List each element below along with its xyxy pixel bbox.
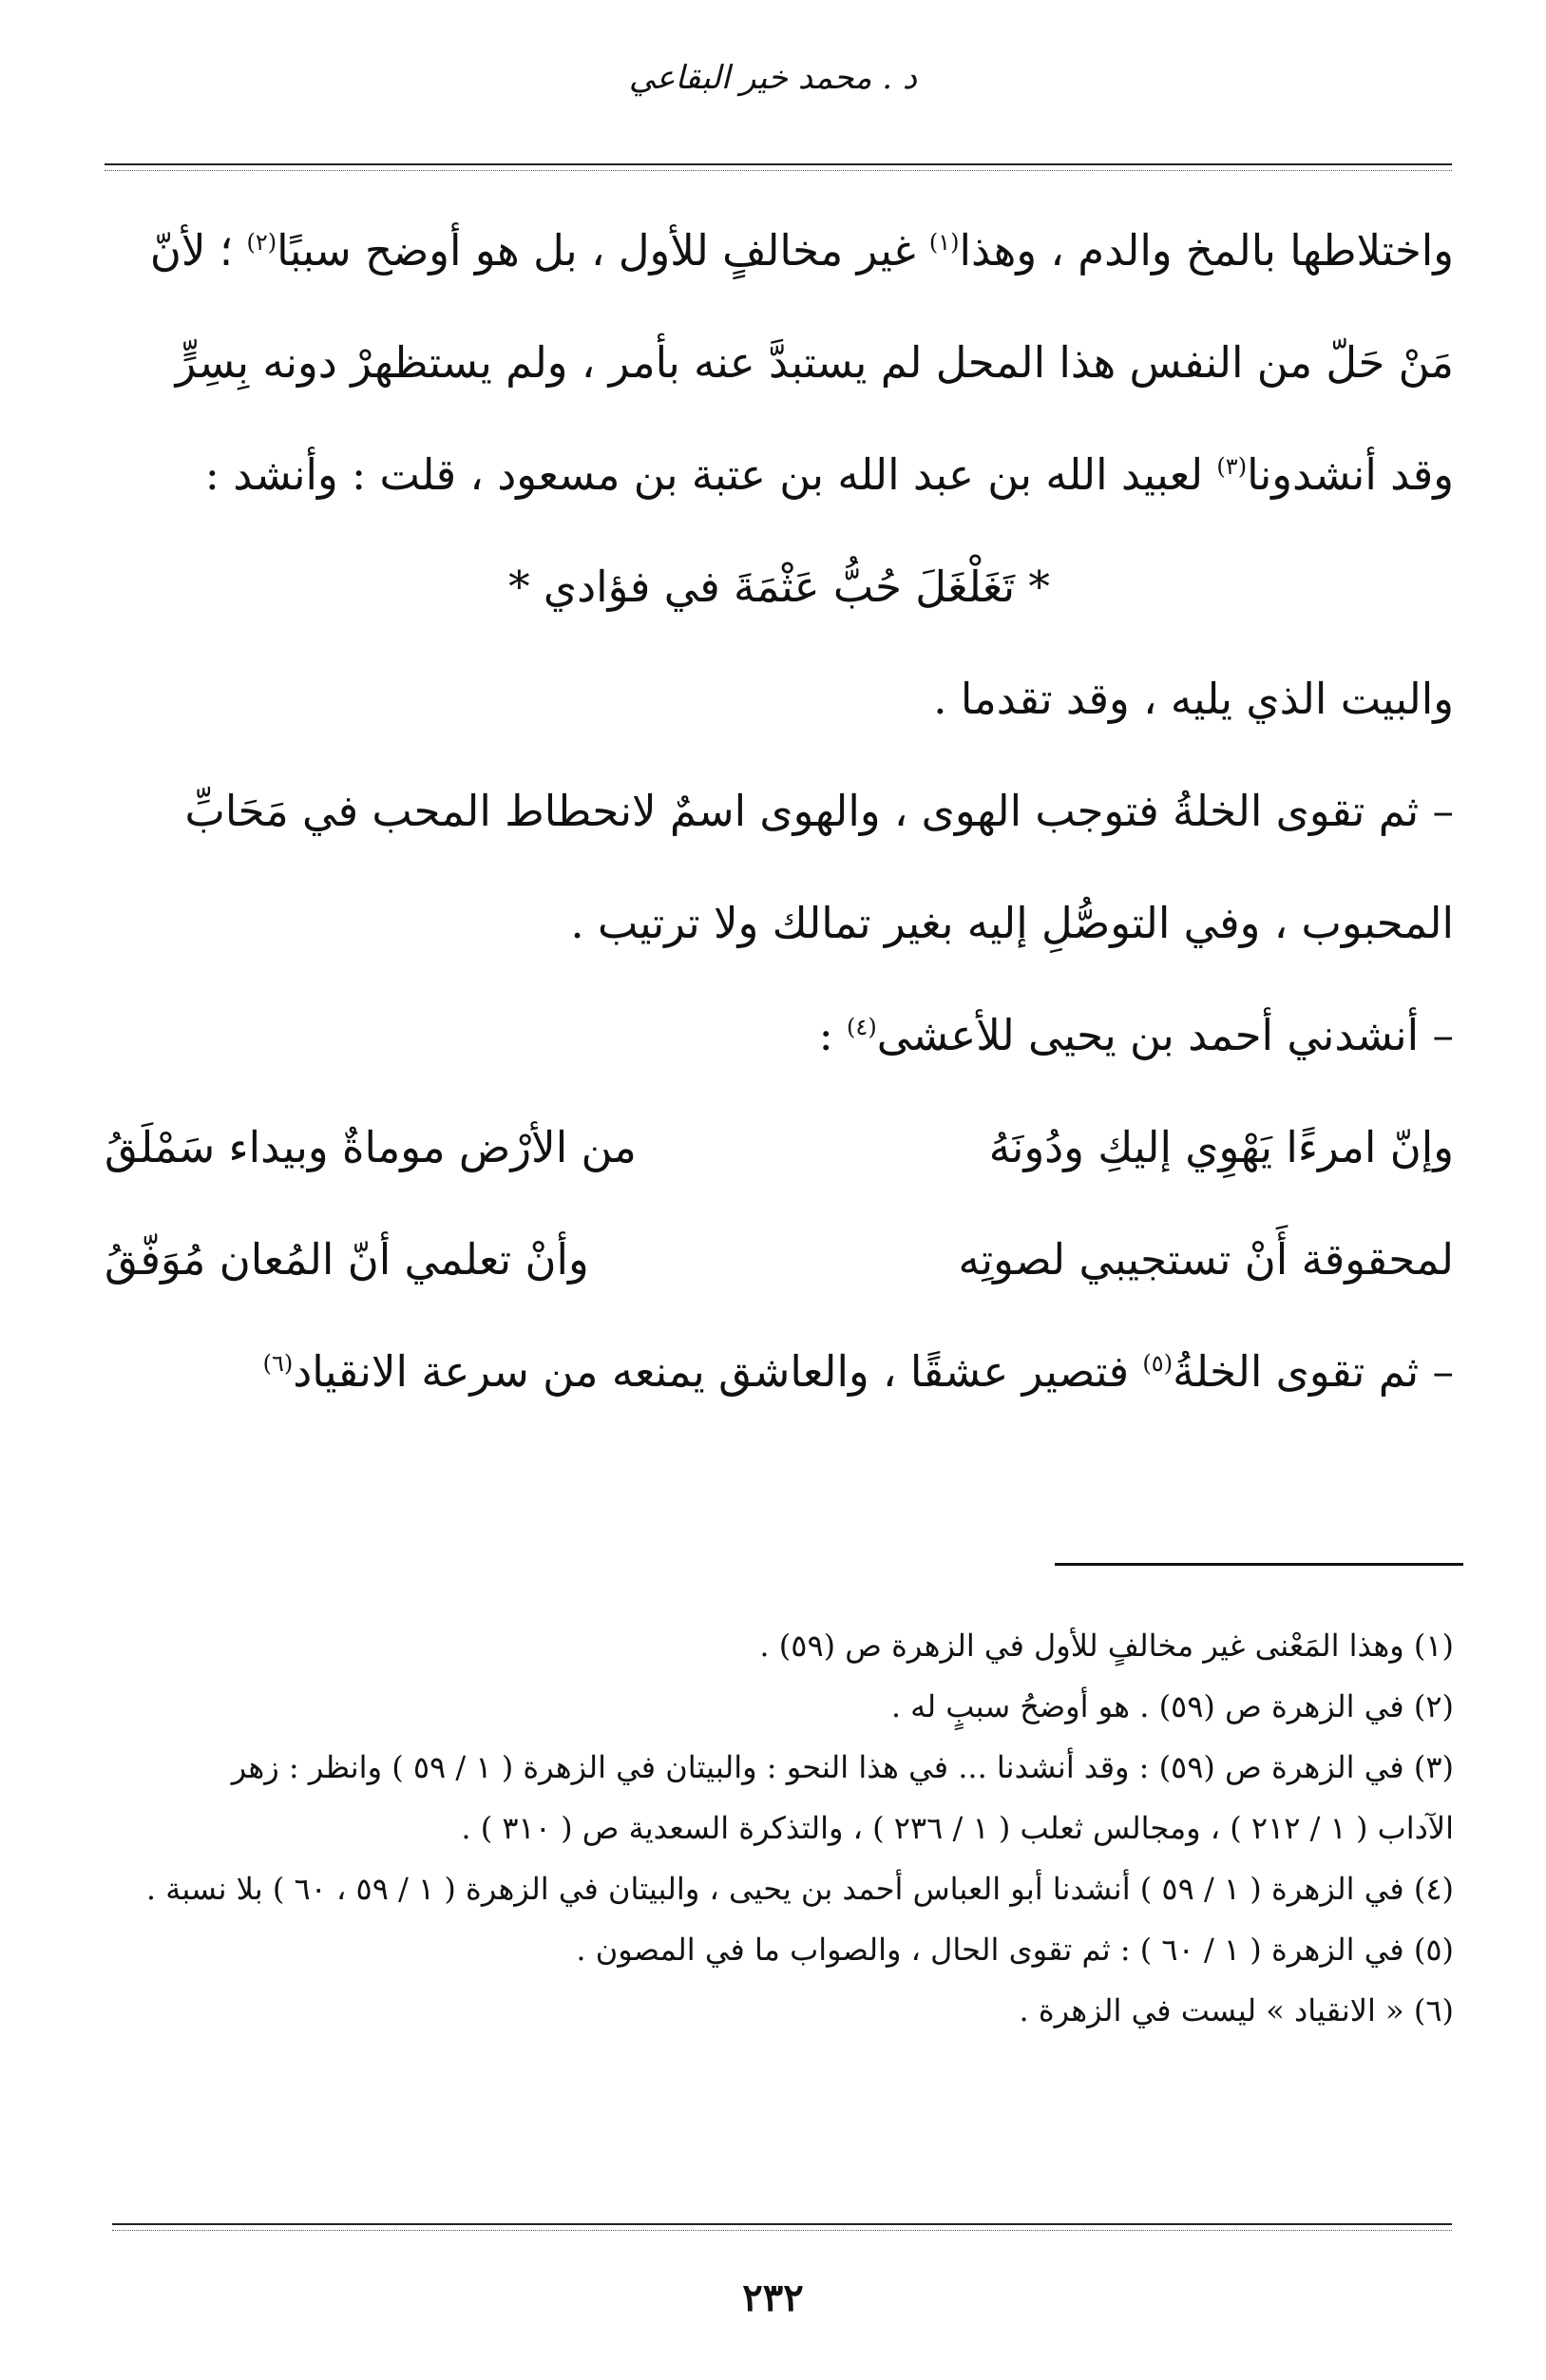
footnote-4: (٤) في الزهرة ( ١ / ٥٩ ) أنشدنا أبو العباس أحمد بن يحيى ، والبيتان في الزهرة ( ١ / ٥٩ ، ٦٠ ) بلا نسبة . xyxy=(145,1871,1454,1907)
text-segment: لعبيد الله بن عبد الله بن عتبة بن مسعود ، قلت : وأنشد : xyxy=(204,449,1217,500)
footnote-ref-4: (٤) xyxy=(847,1014,877,1040)
main-text xyxy=(105,195,1454,1428)
verse-2-second-hemistich: وأنْ تعلمي أنّ المُعان مُوَفّقُ xyxy=(105,1234,589,1285)
text-segment: – أنشدني أحمد بن يحيى للأعشى xyxy=(876,1010,1454,1060)
footnote-1: (١) وهذا المَعْنى غير مخالفٍ للأول في الزهرة ص (٥٩) . xyxy=(759,1628,1454,1664)
verse-1-second-hemistich: من الأرْض موماةٌ وبيداء سَمْلَقُ xyxy=(105,1122,637,1172)
text-segment: وقد أنشدونا xyxy=(1247,449,1454,500)
verse-2-first-hemistich: لمحقوقة أَنْ تستجيبي لصوتِه xyxy=(958,1234,1454,1285)
footnotes xyxy=(105,1615,1454,2041)
footnote-3: (٣) في الزهرة ص (٥٩) : وقد أنشدنا ... في هذا النحو : والبيتان في الزهرة ( ١ / ٥٩ ) وانظر : زهر xyxy=(231,1749,1454,1785)
verse-1 xyxy=(105,1092,1454,1204)
page-number: ٢٣٢ xyxy=(742,2275,804,2320)
text-segment: – ثم تقوى الخلةُ xyxy=(1173,1346,1454,1397)
text-line-7: المحبوب ، وفي التوصُّلِ إليه بغير تمالك ولا ترتيب . xyxy=(570,898,1454,948)
text-segment: فتصير عشقًا ، والعاشق يمنعه من سرعة الانقياد xyxy=(293,1346,1143,1397)
footnote-2: (٢) في الزهرة ص (٥٩) . هو أوضحُ سببٍ له . xyxy=(890,1688,1454,1724)
verse-1-first-hemistich: وإنّ امرءًا يَهْوِي إليكِ ودُونَهُ xyxy=(988,1122,1454,1172)
text-segment: واختلاطها بالمخ والدم ، وهذا xyxy=(959,225,1454,276)
footnote-3-continued: الآداب ( ١ / ٢١٢ ) ، ومجالس ثعلب ( ١ / ٢٣٦ ) ، والتذكرة السعدية ص ( ٣١٠ ) . xyxy=(461,1810,1454,1846)
text-line-9 xyxy=(105,1316,1454,1428)
footnote-ref-6: (٦) xyxy=(262,1350,294,1377)
running-header: د . محمد خير البقاعي xyxy=(628,59,918,97)
text-line-5: والبيت الذي يليه ، وقد تقدما . xyxy=(933,674,1454,724)
footnote-ref-3: (٣) xyxy=(1216,453,1248,480)
footnote-6: (٦) « الانقياد » ليست في الزهرة . xyxy=(1019,1992,1454,2028)
text-line-3 xyxy=(105,419,1454,531)
verse-hemistich-centered: * تَغَلْغَلَ حُبُّ عَثْمَةَ في فؤادي * xyxy=(508,562,1050,612)
text-line-8 xyxy=(105,980,1454,1092)
verse-2 xyxy=(105,1204,1454,1316)
footnote-separator xyxy=(1055,1563,1463,1566)
footnote-ref-5: (٥) xyxy=(1142,1350,1174,1377)
text-line-1 xyxy=(105,195,1454,307)
footnote-5: (٥) في الزهرة ( ١ / ٦٠ ) : ثم تقوى الحال ، والصواب ما في المصون . xyxy=(576,1932,1454,1968)
footnote-ref-2: (٢) xyxy=(246,229,277,256)
text-segment: غير مخالفٍ للأول ، بل هو أوضح سببًا xyxy=(277,225,929,276)
header-rule xyxy=(105,163,1452,171)
footer-rule xyxy=(112,2223,1452,2231)
text-segment: ؛ لأنّ xyxy=(149,225,247,276)
text-line-6: – ثم تقوى الخلةُ فتوجب الهوى ، والهوى اسمٌ لانحطاط المحب في مَحَابِّ xyxy=(184,786,1454,836)
text-line-2: مَنْ حَلّ من النفس هذا المحل لم يستبدَّ عنه بأمر ، ولم يستظهرْ دونه بِسِرٍّ xyxy=(175,337,1454,388)
footnote-ref-1: (١) xyxy=(928,229,960,256)
text-segment: : xyxy=(818,1010,848,1060)
